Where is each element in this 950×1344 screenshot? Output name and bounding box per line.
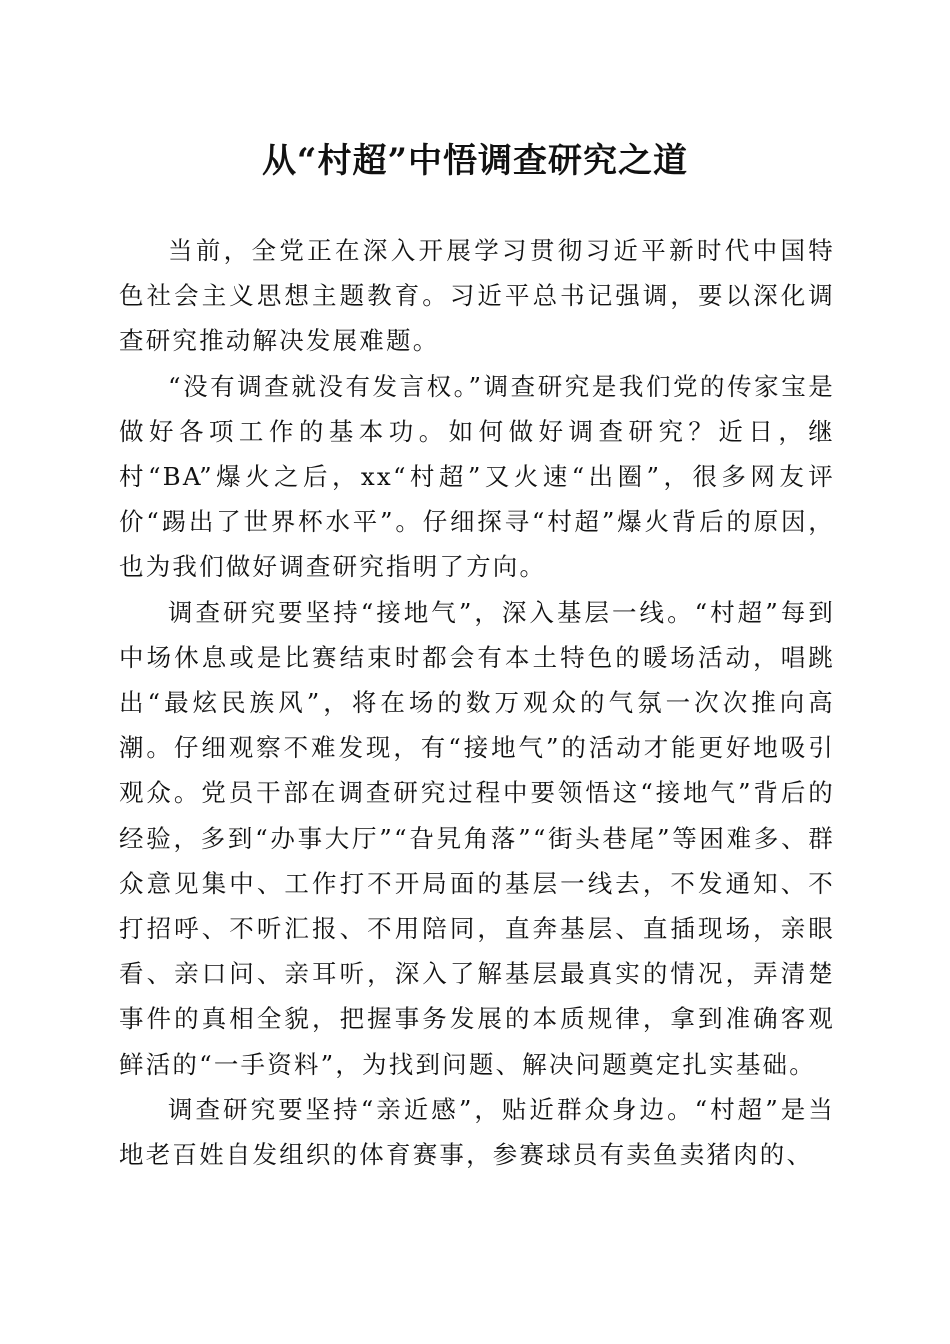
paragraph-3: 调查研究要坚持“接地气”，深入基层一线。“村超”每到中场休息或是比赛结束时都会有本土特色的暖场活动，唱跳出“最炫民族风”，将在场的数万观众的气氛一次次推向高潮。仔细观察不难发现，有“接地气”的活动才能更好地吸引观众。党员干部在调查研究过程中要领悟这“接地气”背后的经验，多到“办事大厅”“旮旯角落”“街头巷尾”等困难多、群众意见集中、工作打不开局面的基层一线去，不发通知、不打招呼、不听汇报、不用陪同，直奔基层、直插现场，亲眼看、亲口问、亲耳听，深入了解基层最真实的情况，弄清楚事件的真相全貌，把握事务发展的本质规律，拿到准确客观鲜活的“一手资料”，为找到问题、解决问题奠定扎实基础。 — [119, 597, 835, 1079]
paragraph-1: 当前，全党正在深入开展学习贯彻习近平新时代中国特色社会主义思想主题教育。习近平总书记强调，要以深化调查研究推动解决发展难题。 — [119, 236, 835, 356]
document-title: 从“村超”中悟调查研究之道 — [261, 141, 689, 181]
paragraph-2: “没有调查就没有发言权。”调查研究是我们党的传家宝是做好各项工作的基本功。如何做好调查研究？近日，继村“BA”爆火之后，xx“村超”又火速“出圈”，很多网友评价“踢出了世界杯水平”。仔细探寻“村超”爆火背后的原因，也为我们做好调查研究指明了方向。 — [119, 371, 835, 582]
document-body — [119, 228, 835, 1177]
paragraph-4: 调查研究要坚持“亲近感”，贴近群众身边。“村超”是当地老百姓自发组织的体育赛事，参赛球员有卖鱼卖猪肉的、 — [119, 1094, 835, 1170]
